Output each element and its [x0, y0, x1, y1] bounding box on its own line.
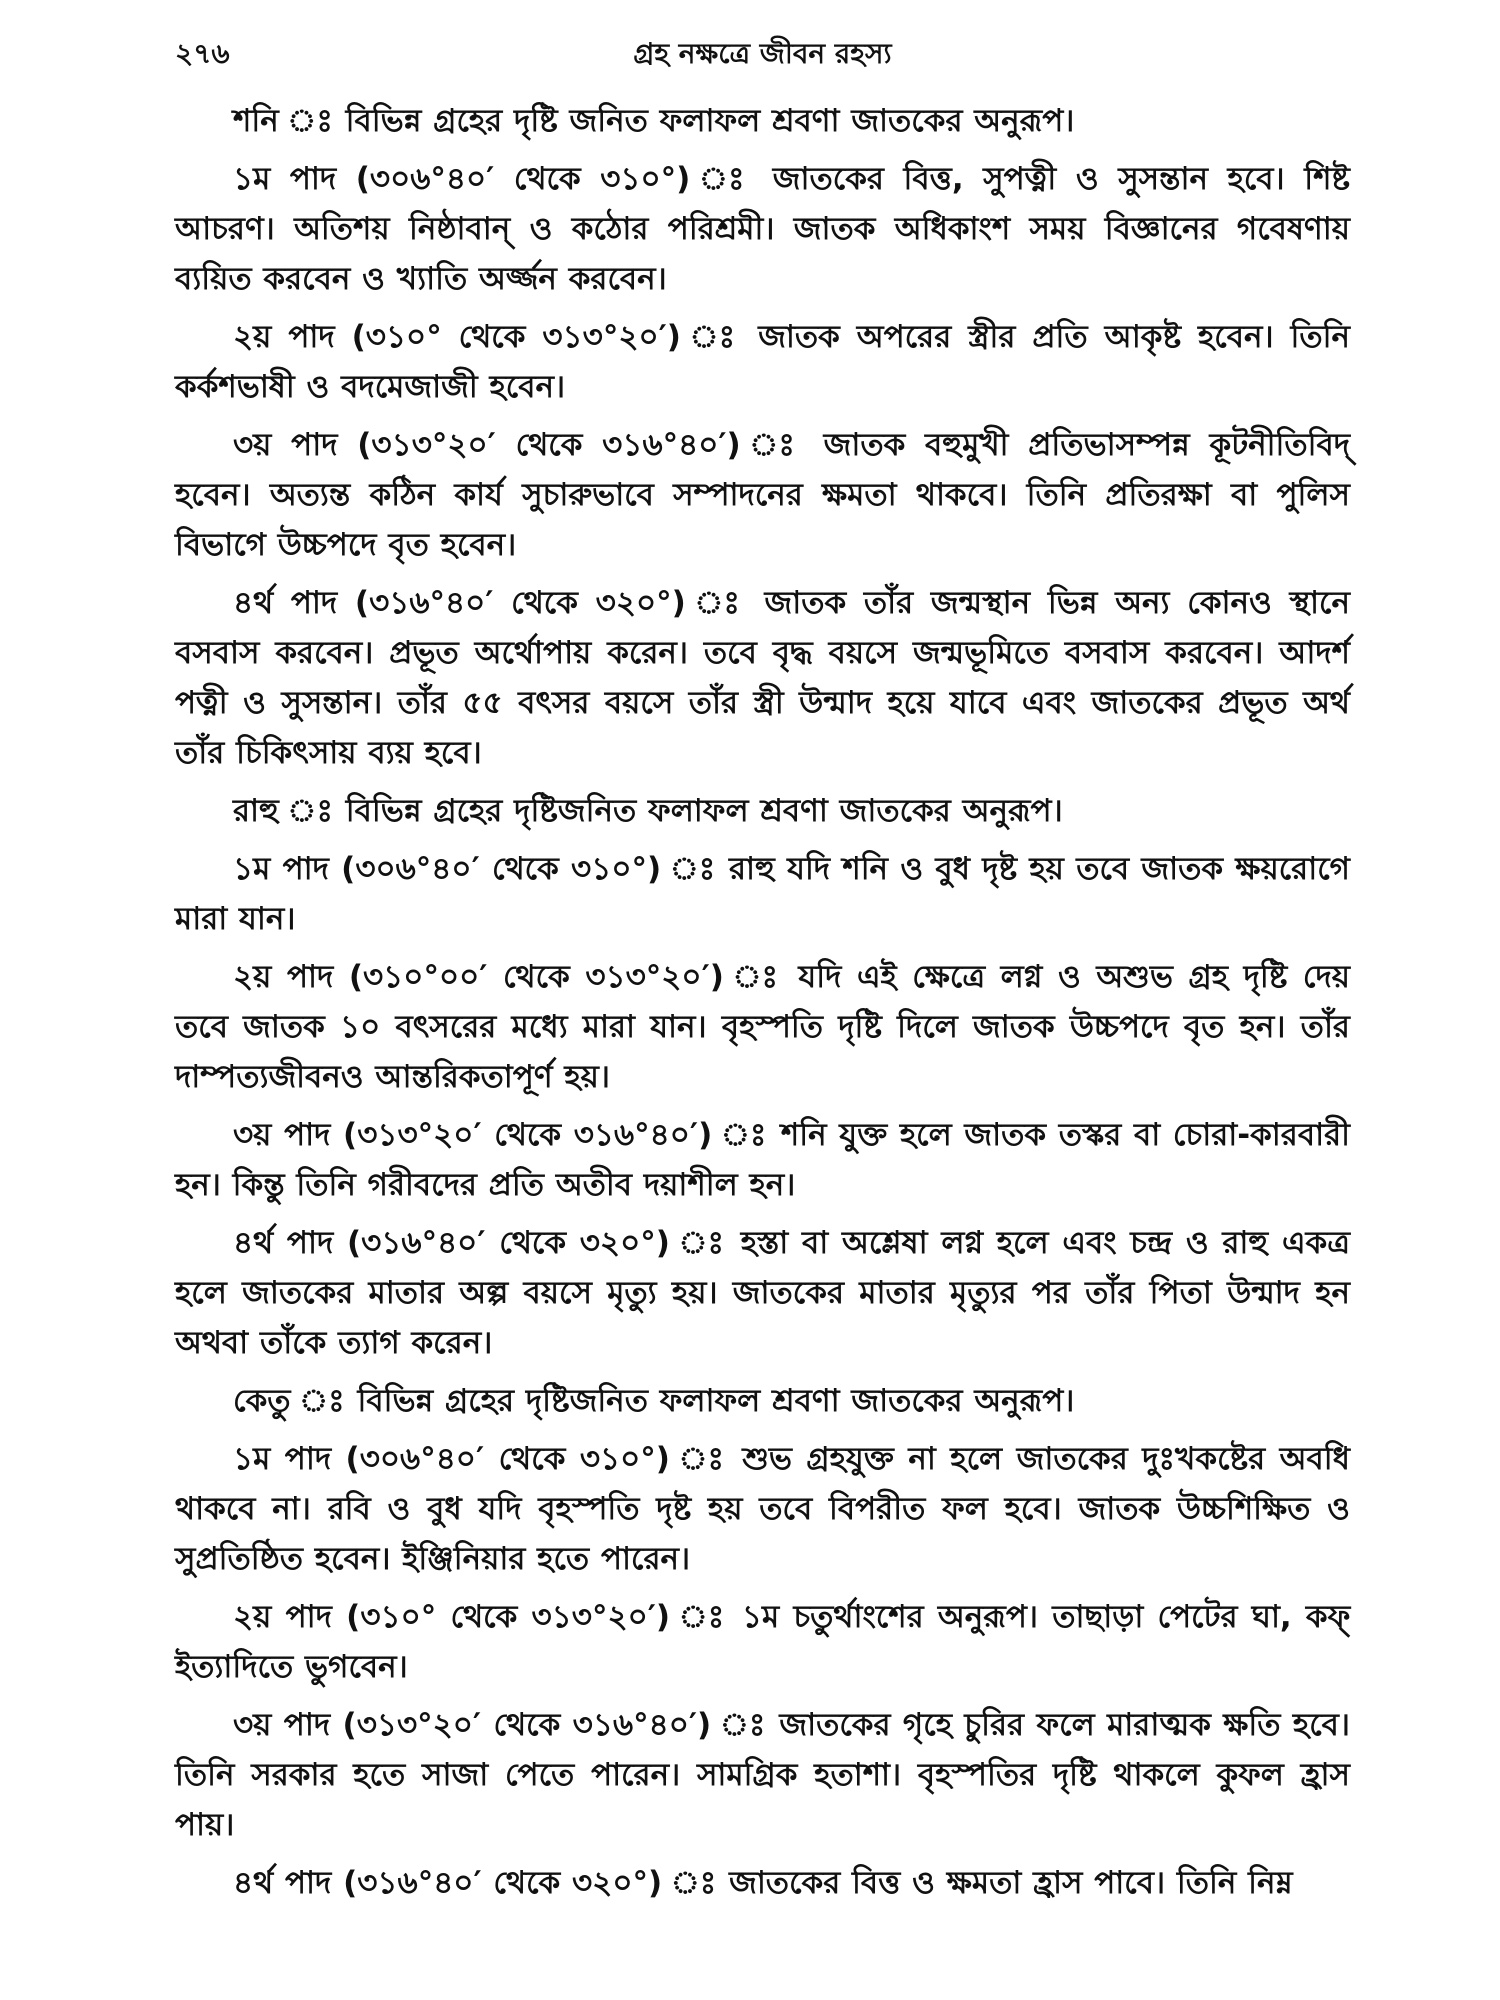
page-header: [175, 28, 1350, 80]
paragraph-rahu-intro: রাহু ঃ বিভিন্ন গ্রহের দৃষ্টিজনিত ফলাফল শ্রবণা জাতকের অনুরূপ।: [233, 793, 1063, 829]
paragraph-ketu-pada-2: ২য় পাদ (৩১০° থেকে ৩১৩°২০′) ঃ ১ম চতুর্থাংশের অনুরূপ। তাছাড়া পেটের ঘা, কফ্ ইত্যাদিতে ভুগবেন।: [175, 1599, 1350, 1685]
paragraph-rahu-pada-4: ৪র্থ পাদ (৩১৬°৪০′ থেকে ৩২০°) ঃ হস্তা বা অশ্লেষা লগ্ন হলে এবং চন্দ্র ও রাহু একত্র হলে জাতকের মাতার অল্প বয়সে মৃত্যু হয়। জাতকের মাতার মৃত্যুর পর তাঁর পিতা উন্মাদ হন অথবা তাঁকে ত্যাগ করেন।: [175, 1225, 1350, 1361]
paragraph-shani-pada-4: ৪র্থ পাদ (৩১৬°৪০′ থেকে ৩২০°) ঃ জাতক তাঁর জন্মস্থান ভিন্ন অন্য কোনও স্থানে বসবাস করবেন। প্রভূত অর্থোপায় করেন। তবে বৃদ্ধ বয়সে জন্মভূমিতে বসবাস করবেন। আদর্শ পত্নী ও সুসন্তান। তাঁর ৫৫ বৎসর বয়সে তাঁর স্ত্রী উন্মাদ হয়ে যাবে এবং জাতকের প্রভূত অর্থ তাঁর চিকিৎসায় ব্যয় হবে।: [175, 585, 1350, 771]
page-body: [175, 96, 1350, 1908]
paragraph-rahu-pada-2: ২য় পাদ (৩১০°০০′ থেকে ৩১৩°২০′) ঃ যদি এই ক্ষেত্রে লগ্ন ও অশুভ গ্রহ দৃষ্টি দেয় তবে জাতক ১০ বৎসরের মধ্যে মারা যান। বৃহস্পতি দৃষ্টি দিলে জাতক উচ্চপদে বৃত হন। তাঁর দাম্পত্যজীবনও আন্তরিকতাপূর্ণ হয়।: [175, 959, 1350, 1095]
paragraph-rahu-pada-3: ৩য় পাদ (৩১৩°২০′ থেকে ৩১৬°৪০′) ঃ শনি যুক্ত হলে জাতক তস্কর বা চোরা-কারবারী হন। কিন্তু তিনি গরীবদের প্রতি অতীব দয়াশীল হন।: [175, 1117, 1350, 1203]
paragraph-ketu-pada-3: ৩য় পাদ (৩১৩°২০′ থেকে ৩১৬°৪০′) ঃ জাতকের গৃহে চুরির ফলে মারাত্মক ক্ষতি হবে। তিনি সরকার হতে সাজা পেতে পারেন। সামগ্রিক হতাশা। বৃহস্পতির দৃষ্টি থাকলে কুফল হ্রাস পায়।: [175, 1707, 1350, 1843]
paragraph-shani-intro: শনি ঃ বিভিন্ন গ্রহের দৃষ্টি জনিত ফলাফল শ্রবণা জাতকের অনুরূপ।: [233, 103, 1075, 139]
paragraph-shani-pada-1: ১ম পাদ (৩০৬°৪০′ থেকে ৩১০°) ঃ জাতকের বিত্ত, সুপত্নী ও সুসন্তান হবে। শিষ্ট আচরণ। অতিশয় নিষ্ঠাবান্ ও কঠোর পরিশ্রমী। জাতক অধিকাংশ সময় বিজ্ঞানের গবেষণায় ব্যয়িত করবেন ও খ্যাতি অর্জ্জন করবেন।: [175, 161, 1350, 297]
paragraph-ketu-intro: কেতু ঃ বিভিন্ন গ্রহের দৃষ্টিজনিত ফলাফল শ্রবণা জাতকের অনুরূপ।: [233, 1383, 1075, 1419]
paragraph-shani-pada-3: ৩য় পাদ (৩১৩°২০′ থেকে ৩১৬°৪০′) ঃ জাতক বহুমুখী প্রতিভাসম্পন্ন কূটনীতিবিদ্ হবেন। অত্যন্ত কঠিন কার্য সুচারুভাবে সম্পাদনের ক্ষমতা থাকবে। তিনি প্রতিরক্ষা বা পুলিস বিভাগে উচ্চপদে বৃত হবেন।: [175, 427, 1350, 563]
page-number: ২৭৬: [175, 37, 230, 70]
running-title: গ্রহ নক্ষত্রে জীবন রহস্য: [633, 37, 892, 70]
paragraph-ketu-pada-1: ১ম পাদ (৩০৬°৪০′ থেকে ৩১০°) ঃ শুভ গ্রহযুক্ত না হলে জাতকের দুঃখকষ্টের অবধি থাকবে না। রবি ও বুধ যদি বৃহস্পতি দৃষ্ট হয় তবে বিপরীত ফল হবে। জাতক উচ্চশিক্ষিত ও সুপ্রতিষ্ঠিত হবেন। ইঞ্জিনিয়ার হতে পারেন।: [175, 1441, 1350, 1577]
paragraph-rahu-pada-1: ১ম পাদ (৩০৬°৪০′ থেকে ৩১০°) ঃ রাহু যদি শনি ও বুধ দৃষ্ট হয় তবে জাতক ক্ষয়রোগে মারা যান।: [175, 851, 1350, 937]
paragraph-ketu-pada-4: ৪র্থ পাদ (৩১৬°৪০′ থেকে ৩২০°) ঃ জাতকের বিত্ত ও ক্ষমতা হ্রাস পাবে। তিনি নিম্ন: [233, 1865, 1293, 1901]
paragraph-shani-pada-2: ২য় পাদ (৩১০° থেকে ৩১৩°২০′) ঃ জাতক অপরের স্ত্রীর প্রতি আকৃষ্ট হবেন। তিনি কর্কশভাষী ও বদমেজাজী হবেন।: [175, 319, 1350, 405]
